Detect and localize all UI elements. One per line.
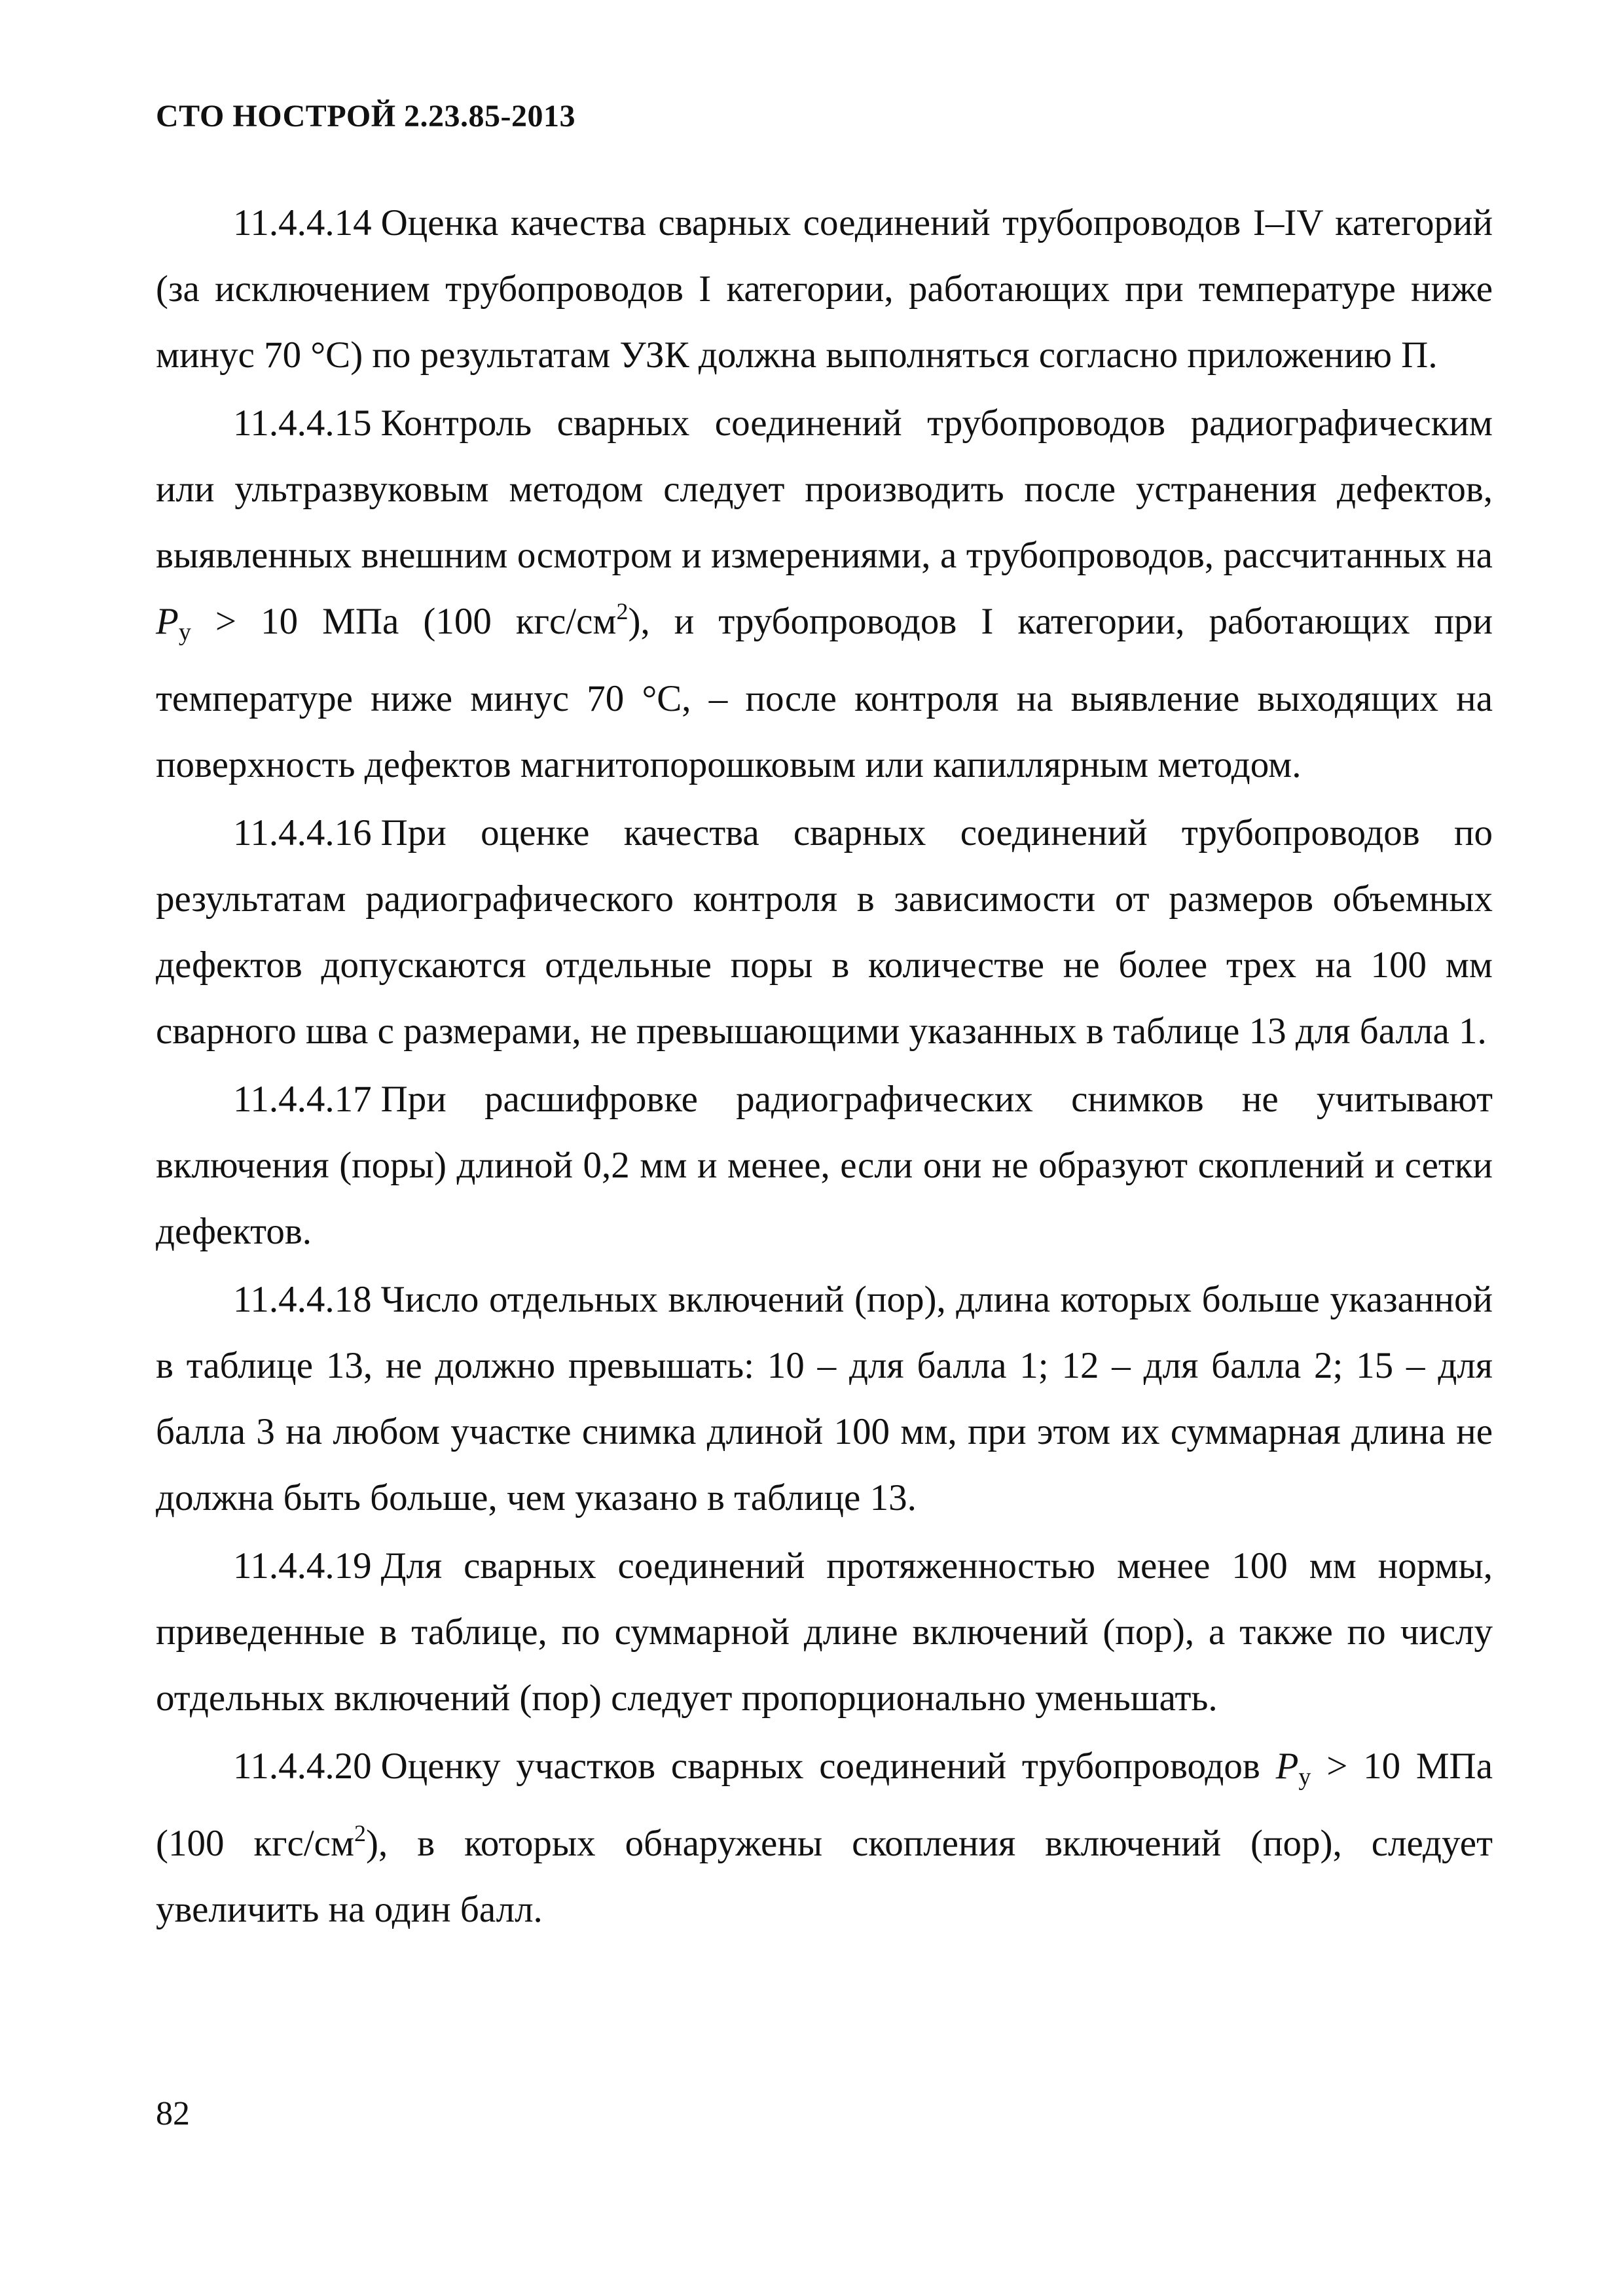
paragraph-text: Контроль сварных соединений трубопроводов радиографическим или ультразвуковым методом следует производить после устранения дефектов, выявленных внешним осмотром и измерениями, а трубопроводов, рассчитанных на: [156, 403, 1493, 576]
paragraph-11-4-4-19: [156, 1533, 1493, 1731]
paragraph-11-4-4-18: [156, 1266, 1493, 1531]
paragraph-11-4-4-16: [156, 800, 1493, 1064]
paragraph-number: 11.4.4.18: [233, 1279, 372, 1320]
paragraph-text: При оценке качества сварных соединений трубопроводов по результатам радиографического контроля в зависимости от размеров объемных дефектов допускаются отдельные поры в количестве не более трех на 100 мм сварного шва с размерами, не превышающими указанных в таблице 13 для балла 1.: [156, 812, 1493, 1052]
paragraph-text: ), и трубопроводов I категории, работающих при температуре ниже минус 70 °С, – после контроля на выявление выходящих на поверхность дефектов магнитопорошковым или капиллярным методом.: [156, 601, 1493, 785]
paragraph-number: 11.4.4.17: [233, 1079, 372, 1120]
paragraph-number: 11.4.4.16: [233, 812, 372, 853]
paragraph-text: > 10 МПа (100 кгс/см: [215, 601, 617, 642]
pressure-subscript: у: [1298, 1763, 1311, 1791]
paragraph-text: Оценка качества сварных соединений трубопроводов I–IV категорий (за исключением трубопроводов I категории, работающих при температуре ниже минус 70 °С) по результатам УЗК должна выполняться согласно приложению П.: [156, 202, 1493, 376]
paragraph-text: > 10 МПа (100 кгс/см: [156, 1746, 1493, 1864]
document-body: [156, 190, 1493, 1945]
pressure-symbol: $P_у$: [1275, 1746, 1311, 1791]
paragraph-number: 11.4.4.19: [233, 1545, 372, 1587]
paragraph-11-4-4-17: [156, 1066, 1493, 1265]
superscript: 2: [616, 598, 629, 624]
page-number: 82: [156, 2095, 190, 2132]
paragraph-text: Число отдельных включений (пор), длина которых больше указанной в таблице 13, не должно превышать: 10 – для балла 1; 12 – для балла 2; 15 – для балла 3 на любом участке снимка длиной 100 мм, при этом их суммарная длина не должна быть больше, чем указано в таблице 13.: [156, 1279, 1493, 1518]
paragraph-text: ), в которых обнаружены скопления включений (пор), следует увеличить на один балл.: [156, 1823, 1493, 1930]
paragraph-11-4-4-14: [156, 190, 1493, 388]
paragraph-text: При расшифровке радиографических снимков не учитывают включения (поры) длиной 0,2 мм и менее, если они не образуют скоплений и сетки дефектов.: [156, 1079, 1493, 1252]
paragraph-11-4-4-20: [156, 1733, 1493, 1943]
paragraph-11-4-4-15: [156, 390, 1493, 798]
document-header: СТО НОСТРОЙ 2.23.85-2013: [156, 99, 576, 134]
paragraph-number: 11.4.4.20: [233, 1746, 372, 1787]
superscript: 2: [354, 1820, 367, 1846]
paragraph-text: Для сварных соединений протяженностью менее 100 мм нормы, приведенные в таблице, по суммарной длине включений (пор), а также по числу отдельных включений (пор) следует пропорционально уменьшать.: [156, 1545, 1493, 1719]
paragraph-number: 11.4.4.14: [233, 202, 372, 243]
pressure-subscript: у: [178, 619, 191, 646]
paragraph-number: 11.4.4.15: [233, 403, 372, 444]
pressure-symbol: $P_у$: [156, 601, 191, 646]
paragraph-text: Оценку участков сварных соединений трубопроводов: [380, 1746, 1260, 1787]
